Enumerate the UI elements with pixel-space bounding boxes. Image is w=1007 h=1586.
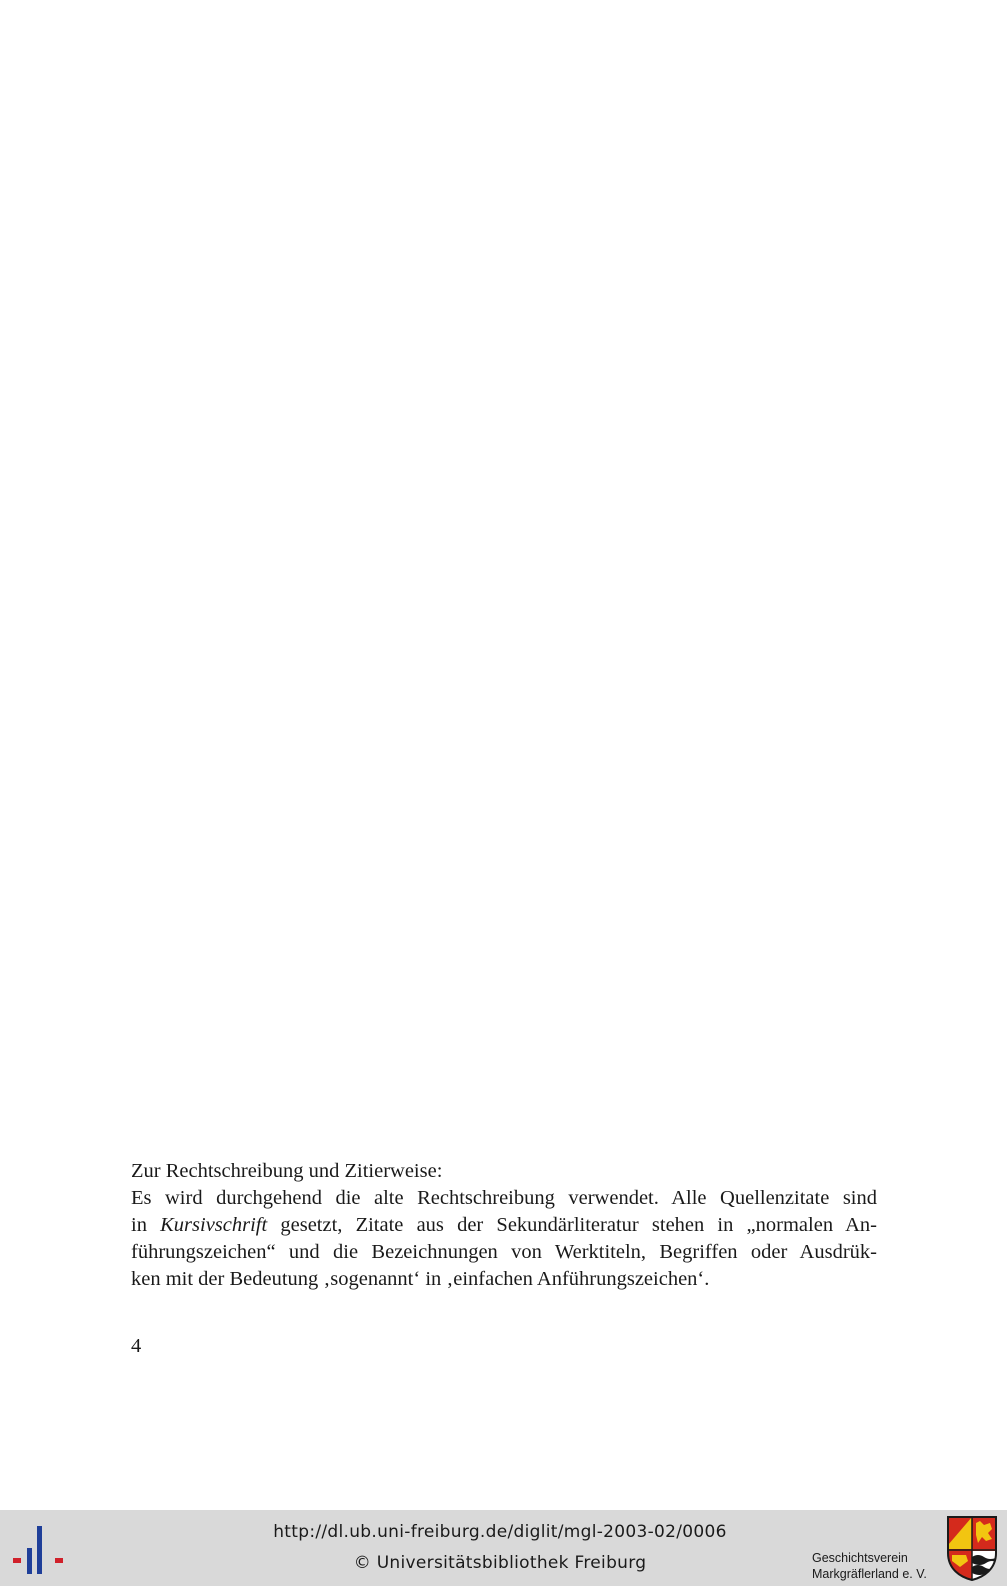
society-name xyxy=(812,1550,927,1582)
spelling-notice xyxy=(131,1158,877,1293)
notice-line-4: ken mit der Bedeutung ‚sogenannt‘ in ‚einfachen Anführungszeichen‘. xyxy=(131,1268,710,1290)
coat-of-arms-icon xyxy=(946,1515,998,1581)
footer-bar xyxy=(0,1510,1007,1586)
notice-line-2 xyxy=(131,1212,877,1239)
document-url-link[interactable]: http://dl.ub.uni-freiburg.de/diglit/mgl-2003-02/0006 xyxy=(273,1522,727,1542)
italic-term: Kursivschrift xyxy=(160,1214,268,1236)
notice-line-3: führungszeichen“ und die Bezeichnungen von Werktiteln, Begriffen oder Ausdrük- xyxy=(131,1241,877,1263)
society-name-line-2: Markgräflerland e. V. xyxy=(812,1567,927,1581)
copyright-notice: © Universitätsbibliothek Freiburg xyxy=(353,1553,647,1573)
university-library-logo-icon xyxy=(12,1526,64,1574)
notice-line-1: Es wird durchgehend die alte Rechtschreibung verwendet. Alle Quellenzitate sind xyxy=(131,1187,877,1209)
notice-line-2-rest: gesetzt, Zitate aus der Sekundärliteratur stehen in „normalen An- xyxy=(280,1214,877,1236)
notice-heading: Zur Rechtschreibung und Zitierweise: xyxy=(131,1160,443,1182)
page-number: 4 xyxy=(131,1335,142,1357)
notice-body xyxy=(131,1185,877,1293)
society-name-line-1: Geschichtsverein xyxy=(812,1551,908,1565)
notice-line-2-prefix: in xyxy=(131,1214,147,1236)
